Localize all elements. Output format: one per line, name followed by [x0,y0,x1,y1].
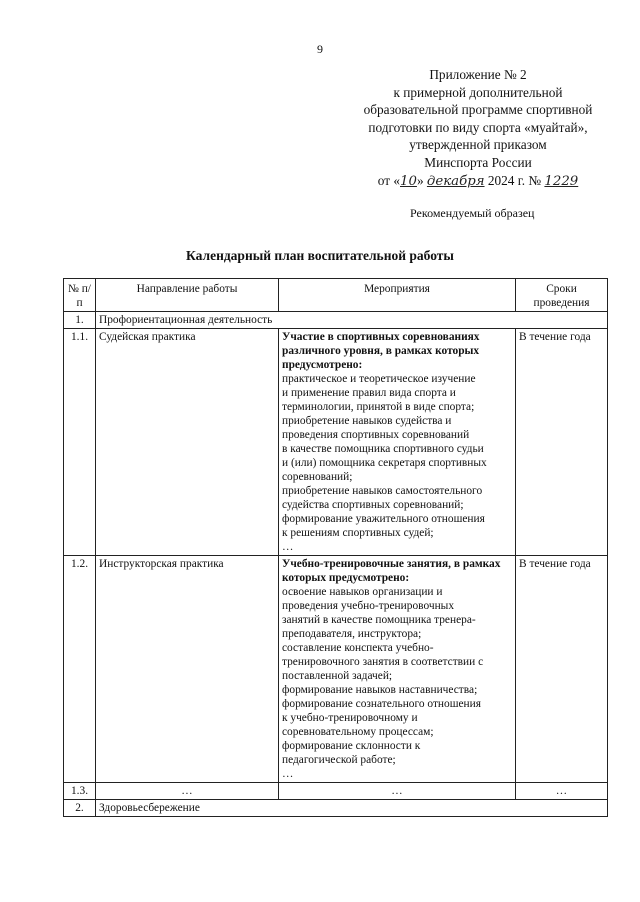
section-number: 2. [64,800,96,817]
header-activities: Мероприятия [279,279,516,312]
activity-item: поставленной задачей; [282,670,393,682]
activity-item: преподавателя, инструктора; [282,628,422,640]
row-activities [279,556,516,783]
row-term: В течение года [516,556,608,783]
header-terms: Сроки проведения [516,279,608,312]
activity-item: проведения учебно-тренировочных [282,600,455,612]
appendix-line: подготовки по виду спорта «муайтай», [368,119,588,135]
order-date-line [333,172,623,191]
activity-item: тренировочного занятия в соответствии с [282,656,484,668]
activity-item: составление конспекта учебно- [282,642,434,654]
appendix-header [333,66,623,190]
header-direction: Направление работы [96,279,279,312]
activity-item: формирование склонности к [282,740,421,752]
appendix-line: образовательной программе спортивной [363,102,593,118]
activity-item: в качестве помощника спортивного судьи [282,443,484,455]
header-number: № п/п [64,279,96,312]
date-mid: » [416,172,424,188]
table-row [64,556,608,783]
activity-item: соревновательному процессам; [282,726,434,738]
activity-item: к учебно-тренировочному и [282,712,418,724]
activity-item: формирование уважительного отношения [282,513,485,525]
row-term: … [516,783,608,800]
activity-item: приобретение навыков самостоятельного [282,485,483,497]
section-row [64,312,608,329]
appendix-line: утвержденной приказом [409,137,547,153]
activity-item: соревнований; [282,471,353,483]
table-row [64,783,608,800]
activity-item: терминологии, принятой в виде спорта; [282,401,475,413]
activity-item: педагогической работе; [282,754,396,766]
activity-item: … [282,768,294,780]
table-header-row [64,279,608,312]
document-title: Календарный план воспитательной работы [186,248,454,263]
activity-item: приобретение навыков судейства и [282,415,452,427]
activity-item: занятий в качестве помощника тренера- [282,614,476,626]
sample-label: Рекомендуемый образец [410,206,535,220]
row-direction: Инструкторская практика [96,556,279,783]
row-number: 1.1. [64,329,96,556]
date-prefix: от « [377,172,401,188]
activity-lead: Учебно-тренировочные занятия, в рамках которых предусмотрено: [282,558,501,584]
row-activities: … [279,783,516,800]
appendix-line: Приложение № 2 [429,67,527,82]
activity-lead: Участие в спортивных соревнованиях различного уровня, в рамках которых предусмотрено: [282,331,480,371]
activity-item: практическое и теоретическое изучение [282,373,476,385]
activity-item: формирование сознательного отношения [282,698,481,710]
row-number: 1.3. [64,783,96,800]
activity-item: и применение правил вида спорта и [282,387,456,399]
handwritten-order-number: 1229 [544,173,579,189]
page-number: 9 [317,42,323,56]
calendar-plan-table [63,278,608,817]
row-direction: … [96,783,279,800]
row-number: 1.2. [64,556,96,783]
row-activities [279,329,516,556]
activity-item: освоение навыков организации и [282,586,443,598]
section-label: Здоровьесбережение [96,800,608,817]
activity-item: к решениям спортивных судей; [282,527,434,539]
section-number: 1. [64,312,96,329]
section-row [64,800,608,817]
handwritten-month: декабря [426,173,485,189]
appendix-line: к примерной дополнительной [393,84,563,100]
row-term: В течение года [516,329,608,556]
appendix-line: Минспорта России [424,154,532,170]
activity-item: … [282,541,294,553]
row-direction: Судейская практика [96,329,279,556]
handwritten-day: 10 [400,173,417,189]
activity-item: судейства спортивных соревнований; [282,499,464,511]
section-label: Профориентационная деятельность [96,312,608,329]
year-number-label: 2024 г. № [487,172,542,188]
activity-item: и (или) помощника секретаря спортивных [282,457,487,469]
activity-item: проведения спортивных соревнований [282,429,470,441]
table-row [64,329,608,556]
activity-item: формирование навыков наставничества; [282,684,478,696]
